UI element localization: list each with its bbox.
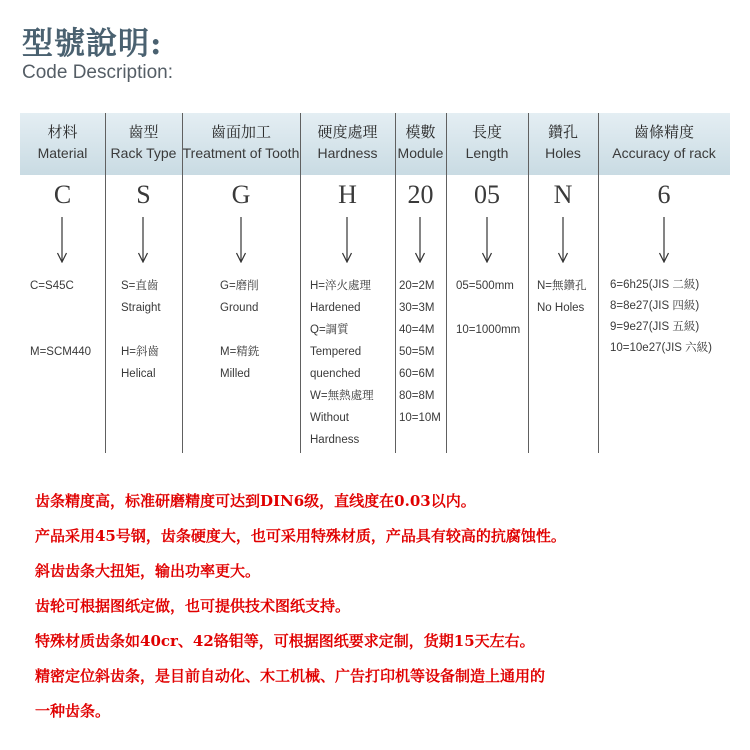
down-arrow-icon <box>414 217 426 263</box>
code-letter: S <box>136 180 151 209</box>
description-line: 齿条精度高，标准研磨精度可达到DIN6级，直线度在0.03以内。 <box>35 492 476 510</box>
option-list <box>121 275 161 385</box>
page-subtitle: Code Description: <box>22 62 174 83</box>
option-item: 40=4M <box>399 324 435 336</box>
option-item: M=精銑 <box>220 346 260 358</box>
code-letter: 05 <box>474 180 500 209</box>
column-accuracy <box>598 113 730 453</box>
description-line: 斜齿齿条大扭矩，输出功率更大。 <box>35 562 261 580</box>
down-arrow-icon <box>481 217 493 263</box>
description-line: 精密定位斜齿条，是目前自动化、木工机械、广告打印机等设备制造上通用的 <box>35 667 546 685</box>
option-item: Helical <box>121 368 156 380</box>
option-list <box>610 275 712 359</box>
option-item: Ground <box>220 302 259 314</box>
description-line: 一种齿条。 <box>35 702 111 720</box>
column-title-zh: 硬度處理 <box>317 124 378 141</box>
code-description-table <box>20 113 730 453</box>
option-item: 6=6h25(JIS 二級) <box>610 279 700 291</box>
option-list <box>310 275 374 451</box>
option-item: quenched <box>310 368 361 380</box>
column-title-zh: 齒型 <box>128 124 159 141</box>
option-list <box>456 275 520 341</box>
column-title-en: Treatment of Tooth <box>182 145 300 161</box>
description-line: 特殊材质齿条如40cr、42铬钼等，可根据图纸要求定制，货期15天左右。 <box>35 632 535 650</box>
option-item: Hardened <box>310 302 361 314</box>
option-item: S=直齒 <box>121 280 159 292</box>
option-list <box>399 275 441 429</box>
option-item: Straight <box>121 302 161 314</box>
option-item: 30=3M <box>399 302 435 314</box>
down-arrow-icon <box>658 217 670 263</box>
code-letter: N <box>553 180 573 209</box>
column-title-en: Module <box>397 145 444 161</box>
option-item: C=S45C <box>30 280 74 292</box>
option-item: 60=6M <box>399 368 435 380</box>
column-title-zh: 長度 <box>471 124 502 141</box>
column-length <box>446 113 528 453</box>
option-item: 10=10M <box>399 412 441 424</box>
option-item: H=淬火處理 <box>310 280 372 292</box>
column-title-zh: 鑽孔 <box>547 124 578 141</box>
option-item: Without <box>310 412 349 424</box>
option-item <box>121 319 161 341</box>
down-arrow-icon <box>137 217 149 263</box>
down-arrow-icon <box>235 217 247 263</box>
option-item: Milled <box>220 368 251 380</box>
column-title-en: Material <box>37 145 88 161</box>
code-letter: G <box>231 180 251 209</box>
option-item <box>456 297 520 319</box>
code-letter: 6 <box>657 180 671 209</box>
column-title-zh: 材料 <box>47 124 78 141</box>
option-item: 10=10e27(JIS 六級) <box>610 342 712 354</box>
description-line: 产品采用45号钢，齿条硬度大，也可采用特殊材质，产品具有较高的抗腐蚀性。 <box>35 527 566 545</box>
column-title-en: Holes <box>545 145 581 161</box>
down-arrow-icon <box>341 217 353 263</box>
column-treatment <box>182 113 300 453</box>
column-title-en: Hardness <box>317 145 378 161</box>
option-item: 9=9e27(JIS 五級) <box>610 321 700 333</box>
option-item <box>220 319 259 341</box>
option-item: 10=1000mm <box>456 324 521 336</box>
description-line: 齿轮可根据图纸定做，也可提供技术图纸支持。 <box>35 597 351 615</box>
option-list <box>30 275 91 363</box>
option-item: Hardness <box>310 434 360 446</box>
column-holes <box>528 113 598 453</box>
option-item: G=磨削 <box>220 280 259 292</box>
column-title-en: Rack Type <box>110 145 177 161</box>
option-list <box>220 275 259 385</box>
column-module <box>395 113 446 453</box>
option-item: 8=8e27(JIS 四級) <box>610 300 700 312</box>
option-item: 05=500mm <box>456 280 514 292</box>
option-item: H=斜齒 <box>121 346 160 358</box>
code-letter: 20 <box>407 180 434 209</box>
option-item: Tempered <box>310 346 362 358</box>
option-item: W=無熱處理 <box>310 390 374 402</box>
option-item <box>30 319 91 341</box>
down-arrow-icon <box>56 217 68 263</box>
column-title-en: Length <box>465 145 509 161</box>
column-title-zh: 齒面加工 <box>210 124 271 141</box>
option-item: No Holes <box>537 302 585 314</box>
option-item: 80=8M <box>399 390 435 402</box>
option-item <box>30 297 91 319</box>
option-item: 20=2M <box>399 280 435 292</box>
code-letter: H <box>338 180 357 209</box>
column-material <box>20 113 105 453</box>
code-letter: C <box>53 180 72 209</box>
option-item: N=無鑽孔 <box>537 280 587 292</box>
column-title-zh: 齒條精度 <box>633 124 694 141</box>
column-title-zh: 模數 <box>405 124 436 141</box>
page-title: 型號說明: <box>22 26 163 62</box>
option-item: Q=調質 <box>310 324 349 336</box>
column-hardness <box>300 113 395 453</box>
product-description <box>35 484 735 729</box>
column-title-en: Accuracy of rack <box>612 145 716 161</box>
option-item: 50=5M <box>399 346 435 358</box>
down-arrow-icon <box>557 217 569 263</box>
option-list <box>537 275 587 319</box>
column-rack-type <box>105 113 182 453</box>
option-item: M=SCM440 <box>30 346 92 358</box>
